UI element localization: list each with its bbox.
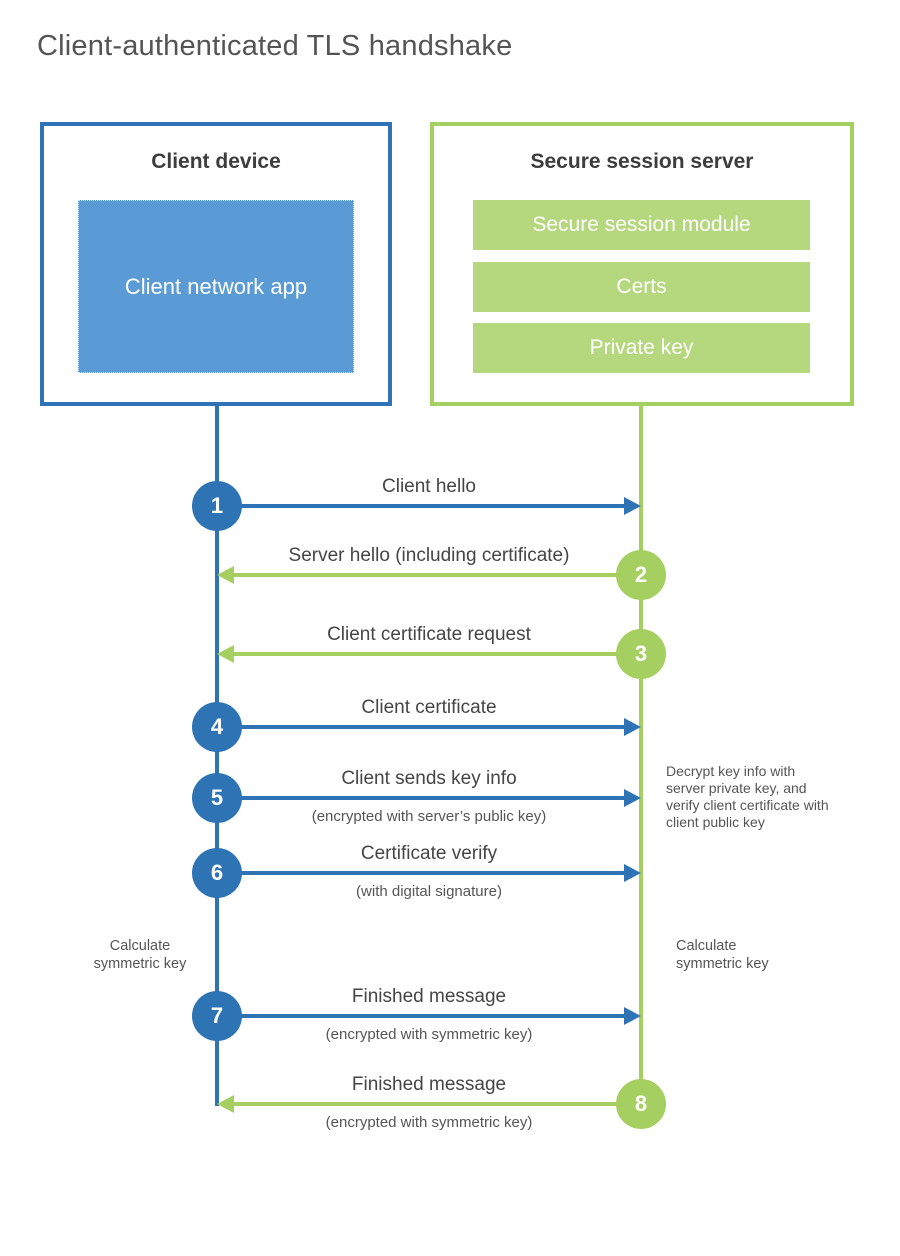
arrow-head-left-icon bbox=[217, 1095, 234, 1113]
message-sublabel: (encrypted with symmetric key) bbox=[325, 1114, 533, 1131]
server-title: Secure session server bbox=[530, 150, 754, 173]
message-label: Finished message bbox=[351, 1074, 507, 1095]
step-circle: 8 bbox=[616, 1079, 666, 1129]
message-sublabel: (with digital signature) bbox=[356, 883, 502, 900]
arrow-line bbox=[217, 796, 624, 800]
message-label: Finished message bbox=[351, 986, 507, 1007]
arrow-line bbox=[234, 1102, 641, 1106]
step-circle: 1 bbox=[192, 481, 242, 531]
step-circle: 6 bbox=[192, 848, 242, 898]
message-label: Client certificate request bbox=[327, 624, 531, 645]
page-title: Client-authenticated TLS handshake bbox=[37, 30, 513, 62]
message-label: Certificate verify bbox=[360, 843, 498, 864]
arrow-head-right-icon bbox=[624, 864, 641, 882]
arrow-head-right-icon bbox=[624, 789, 641, 807]
step-circle: 3 bbox=[616, 629, 666, 679]
arrow-line bbox=[234, 573, 641, 577]
message-label: Client hello bbox=[382, 476, 476, 497]
calculate-symmetric-key-left: Calculate symmetric key bbox=[93, 938, 187, 972]
calculate-symmetric-key-right: Calculate symmetric key bbox=[676, 938, 769, 972]
message-sublabel: (encrypted with server’s public key) bbox=[311, 808, 547, 825]
module-certs: Certs bbox=[473, 262, 810, 312]
arrow-line bbox=[234, 652, 641, 656]
step-circle: 7 bbox=[192, 991, 242, 1041]
arrow-line bbox=[217, 504, 624, 508]
message-label: Client certificate bbox=[361, 697, 497, 718]
arrow-line bbox=[217, 725, 624, 729]
arrow-line bbox=[217, 871, 624, 875]
step-circle: 4 bbox=[192, 702, 242, 752]
message-label: Server hello (including certificate) bbox=[288, 545, 570, 566]
step-circle: 2 bbox=[616, 550, 666, 600]
decrypt-note: Decrypt key info with server private key, and verify client certificate with client public key bbox=[666, 763, 829, 830]
arrow-head-right-icon bbox=[624, 497, 641, 515]
arrow-head-left-icon bbox=[217, 566, 234, 584]
module-secure-session: Secure session module bbox=[473, 200, 810, 250]
client-network-app-box: Client network app bbox=[78, 200, 354, 373]
arrow-head-right-icon bbox=[624, 718, 641, 736]
step-circle: 5 bbox=[192, 773, 242, 823]
client-device-title: Client device bbox=[151, 150, 281, 173]
arrow-line bbox=[217, 1014, 624, 1018]
arrow-head-right-icon bbox=[624, 1007, 641, 1025]
module-private-key: Private key bbox=[473, 323, 810, 373]
arrow-head-left-icon bbox=[217, 645, 234, 663]
message-label: Client sends key info bbox=[341, 768, 517, 789]
message-sublabel: (encrypted with symmetric key) bbox=[325, 1026, 533, 1043]
